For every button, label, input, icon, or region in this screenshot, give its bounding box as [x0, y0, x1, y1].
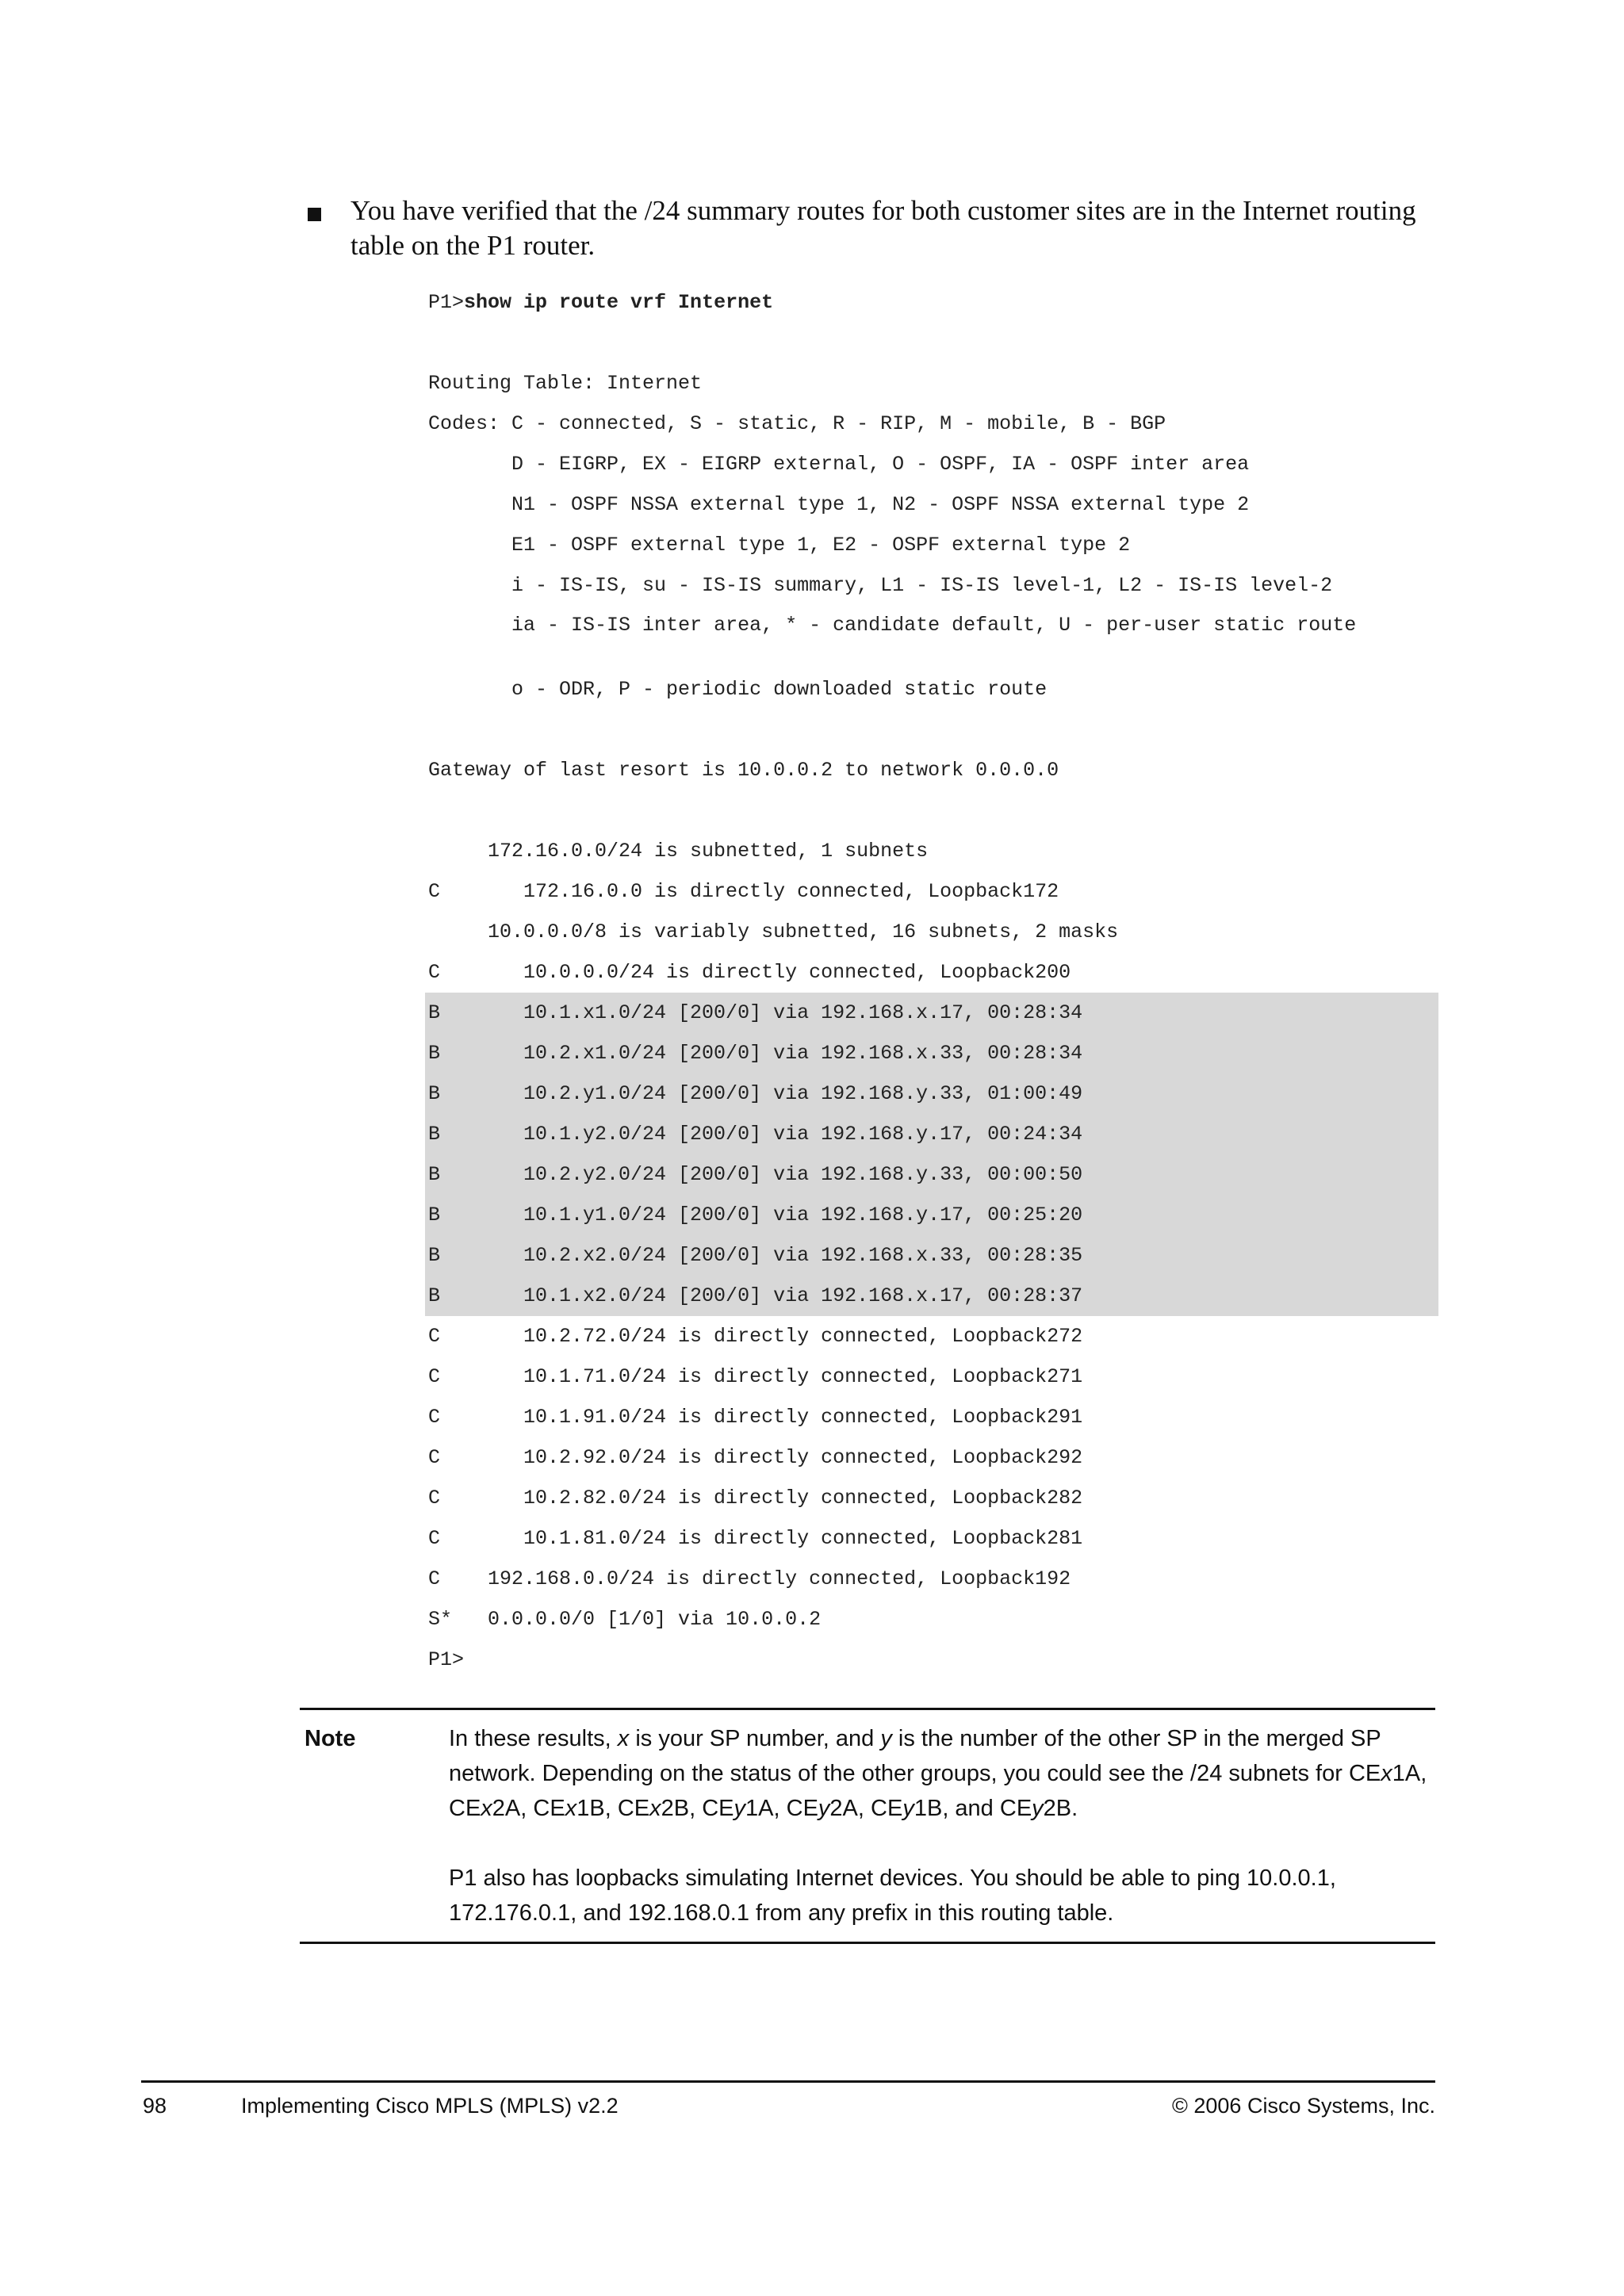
- route-line: 10.0.0.0/8 is variably subnetted, 16 subnets, 2 masks: [428, 920, 1119, 943]
- ce-device-name: CEx1B: [533, 1796, 605, 1821]
- route-line: S* 0.0.0.0/0 [1/0] via 10.0.0.2: [428, 1608, 822, 1631]
- gateway-line: Gateway of last resort is 10.0.0.2 to network 0.0.0.0: [428, 759, 1059, 782]
- codes-line: o - ODR, P - periodic downloaded static route: [428, 678, 1048, 701]
- codes-line-wrapped: ia - IS-IS inter area, * - candidate default, U - per-user static route: [428, 614, 1357, 637]
- route-line: C 10.2.92.0/24 is directly connected, Loopback292: [428, 1446, 1083, 1469]
- blank-line: [428, 710, 1435, 750]
- final-prompt: P1>: [428, 1648, 465, 1671]
- book-title: Implementing Cisco MPLS (MPLS) v2.2: [241, 2094, 619, 2118]
- bgp-route-line: B 10.2.x1.0/24 [200/0] via 192.168.x.33, 00:28:34: [425, 1033, 1438, 1073]
- route-line: 172.16.0.0/24 is subnetted, 1 subnets: [428, 840, 929, 863]
- routing-table-header: Routing Table: Internet: [428, 372, 703, 395]
- bgp-route-line: B 10.1.x1.0/24 [200/0] via 192.168.x.17, 00:28:34: [425, 993, 1438, 1033]
- ce-device-name: CEx2B: [617, 1796, 690, 1821]
- route-line: C 10.0.0.0/24 is directly connected, Loopback200: [428, 961, 1071, 984]
- codes-line: D - EIGRP, EX - EIGRP external, O - OSPF, IA - OSPF inter area: [428, 453, 1250, 476]
- route-line: C 10.2.82.0/24 is directly connected, Loopback282: [428, 1487, 1083, 1510]
- prompt: P1>: [428, 291, 465, 314]
- bgp-route-line: B 10.2.y2.0/24 [200/0] via 192.168.y.33, 00:00:50: [425, 1154, 1438, 1195]
- route-line: C 10.1.71.0/24 is directly connected, Loopback271: [428, 1365, 1083, 1388]
- route-line: C 10.1.81.0/24 is directly connected, Loopback281: [428, 1527, 1083, 1550]
- bullet-item: [300, 193, 1434, 263]
- note-box: [300, 1708, 1435, 1944]
- note-label: Note: [304, 1726, 356, 1751]
- route-line: C 192.168.0.0/24 is directly connected, Loopback192: [428, 1567, 1071, 1590]
- bullet-text: You have verified that the /24 summary routes for both customer sites are in the Internet routing table on the P1 router.: [350, 195, 1416, 261]
- blank-line: [428, 790, 1435, 831]
- copyright: © 2006 Cisco Systems, Inc.: [1171, 2094, 1435, 2118]
- note-body: [449, 1721, 1435, 1931]
- route-line: C 10.2.72.0/24 is directly connected, Loopback272: [428, 1325, 1083, 1348]
- command: show ip route vrf Internet: [464, 291, 774, 314]
- codes-line: N1 - OSPF NSSA external type 1, N2 - OSPF NSSA external type 2: [428, 493, 1250, 516]
- bgp-route-line: B 10.1.y1.0/24 [200/0] via 192.168.y.17, 00:25:20: [425, 1195, 1438, 1235]
- note-paragraph-1: In these results, x is your SP number, and y is the number of the other SP in the merged SP network. Depending on the status of the other groups, you could see the /24 subnets for CEx1A, CEx2A, CEx1B, CEx2B, CEy1A, CEy2A, CEy1B, and CEy2B.: [449, 1726, 1427, 1821]
- ce-device-name: CEy2A: [786, 1796, 858, 1821]
- page-footer: [141, 2080, 1435, 2130]
- bgp-route-line: B 10.2.x2.0/24 [200/0] via 192.168.x.33, 00:28:35: [425, 1235, 1438, 1276]
- square-bullet-icon: [308, 208, 321, 221]
- page-number: 98: [143, 2094, 167, 2118]
- note-text: is the number of the other SP in the merged SP network. Depending on the status of the other groups, you could see the /24 subnets for: [449, 1726, 1381, 1786]
- bgp-route-line: B 10.2.y1.0/24 [200/0] via 192.168.y.33, 01:00:49: [425, 1073, 1438, 1114]
- route-line: C 172.16.0.0 is directly connected, Loopback172: [428, 880, 1059, 903]
- codes-line: Codes: C - connected, S - static, R - RIP, M - mobile, B - BGP: [428, 412, 1166, 435]
- ce-device-name: CEy2B: [999, 1796, 1072, 1821]
- ce-device-name: CEy1B: [871, 1796, 943, 1821]
- codes-line: E1 - OSPF external type 1, E2 - OSPF external type 2: [428, 534, 1131, 557]
- router-output: [428, 282, 1435, 1680]
- note-paragraph-2: P1 also has loopbacks simulating Internet devices. You should be able to ping 10.0.0.1, 172.176.0.1, and 192.168.0.1 from any prefix in this routing table.: [449, 1866, 1336, 1926]
- route-line: C 10.1.91.0/24 is directly connected, Loopback291: [428, 1406, 1083, 1429]
- ce-device-name: CEy1A: [702, 1796, 774, 1821]
- command-line: [428, 282, 1435, 323]
- blank-line: [428, 323, 1435, 363]
- bgp-route-line: B 10.1.y2.0/24 [200/0] via 192.168.y.17, 00:24:34: [425, 1114, 1438, 1154]
- ce-device-name: CEx2A: [449, 1796, 521, 1821]
- bgp-route-line: B 10.1.x2.0/24 [200/0] via 192.168.x.17, 00:28:37: [425, 1276, 1438, 1316]
- codes-line: i - IS-IS, su - IS-IS summary, L1 - IS-IS level-1, L2 - IS-IS level-2: [428, 574, 1333, 597]
- ce-device-name: CEx1A: [1348, 1761, 1421, 1786]
